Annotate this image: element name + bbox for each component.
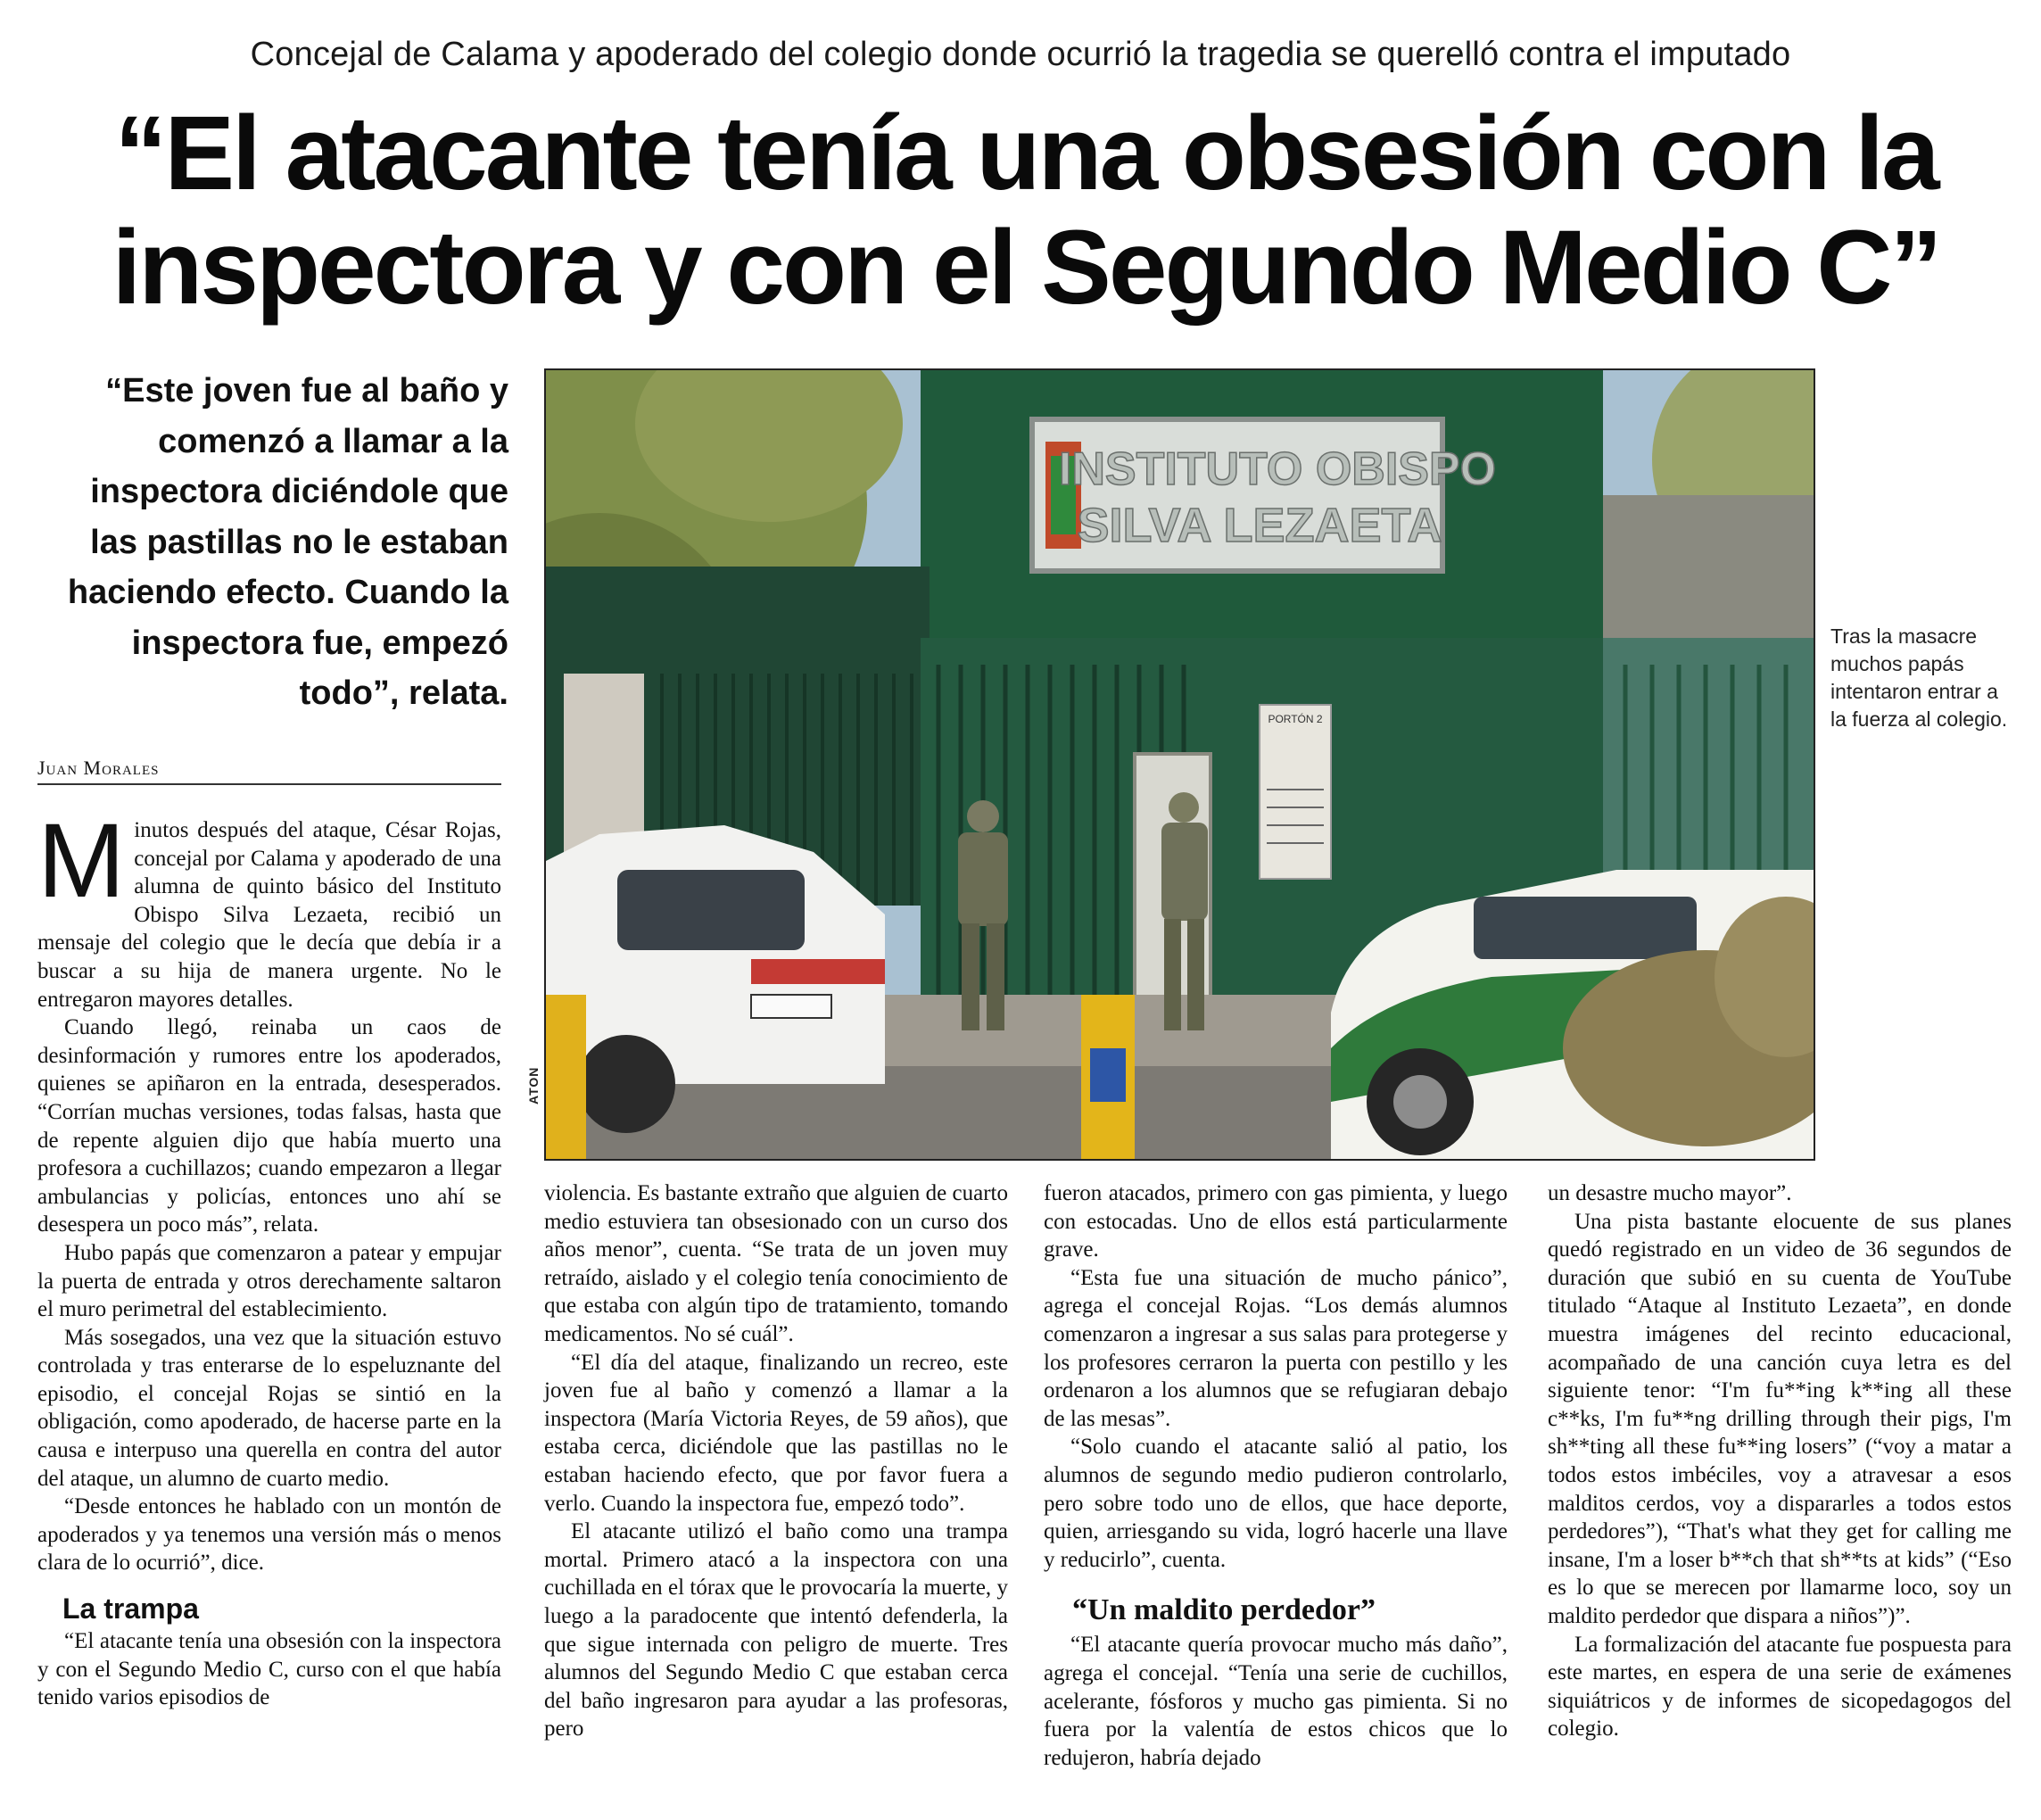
paragraph: Hubo papás que comenzaron a patear y empujar la puerta de entrada y otros derechamente saltaron el muro perimetral del establecimiento. bbox=[37, 1240, 501, 1322]
paragraph: “El atacante tenía una obsesión con la inspectora y con el Segundo Medio C, curso con el que había tenido varios episodios de bbox=[37, 1629, 501, 1710]
paragraph: “Esta fue una situación de mucho pánico”, agrega el concejal Rojas. “Los demás alumnos comenzaron a ingresar a sus salas para protegerse y los profesores cerraron la puerta con pestillo y les ordenaron a los alumnos que se refugiaran debajo de las mesas”. bbox=[1044, 1265, 1508, 1431]
article-kicker: Concejal de Calama y apoderado del colegio donde ocurrió la tragedia se querelló contra el imputado bbox=[250, 36, 1791, 73]
paragraph: Una pista bastante elocuente de sus planes quedó registrado en un video de 36 segundos de duración que subió en su cuenta de YouTube titulado “Ataque al Instituto Lezaeta”, en donde muestra imágenes del recinto educacional, acompañado de una canción cuya letra es del siguiente tenor: “I'm fu**ing k**ing all these c**ks, I'm fu**ng drilling through their pigs, I'm sh**ting all these fu**ing losers” (“voy a matar a todos estos imbéciles, voy a atravesar a esos malditos cerdos, voy a dispararles a todos estos perdedores”), “That's what they get for calling me insane, I'm a loser b**ch that sh**ts at kids” (“Eso es lo que se merecen por llamarme loco, soy un maldito perdedor que dispara a niños”)”. bbox=[1548, 1209, 2012, 1628]
sign-line-2: SILVA LEZAETA bbox=[1077, 499, 1442, 552]
paragraph: Minutos después del ataque, César Rojas, concejal por Calama y apoderado de una alumna de quinto básico del Instituto Obispo Silva Lezaeta, recibió un mensaje del colegio que le decía que debía ir a buscar a su hija de manera urgente. No le entregaron mayores detalles. bbox=[37, 802, 501, 1012]
paragraph: “El día del ataque, finalizando un recreo, este joven fue al baño y comenzó a llamar a la inspectora (María Victoria Reyes, de 59 años), que estaba cerca, diciéndole que las pastillas no le estaban haciendo efecto, que por favor fuera a verlo. Cuando la inspectora fue, empezó todo”. bbox=[544, 1350, 1008, 1516]
paragraph: La formalización del atacante fue pospuesta para este martes, en espera de una serie de exámenes siquiátricos y de informes de sicopedagogos del colegio. bbox=[1548, 1632, 2012, 1741]
paragraph: “Desde entonces he hablado con un montón de apoderados y ya tenemos una versión más o menos clara de lo ocurrió”, dice. bbox=[37, 1494, 501, 1576]
body-column-3 bbox=[1044, 1179, 1508, 1772]
headline-line-1: “El atacante tenía una obsesión con la bbox=[114, 95, 1938, 212]
paragraph: un desastre mucho mayor”. bbox=[1548, 1181, 1792, 1205]
article-photo bbox=[544, 368, 1815, 1161]
gate-notice bbox=[1260, 705, 1331, 879]
subhead-la-trampa: La trampa bbox=[62, 1592, 199, 1626]
gate-label: PORTÓN 2 bbox=[1268, 713, 1323, 725]
body-column-4 bbox=[1548, 1179, 2012, 1743]
sign-line-1: INSTITUTO OBISPO bbox=[1058, 443, 1497, 495]
paragraph: “El atacante quería provocar mucho más daño”, agrega el concejal. “Tenía una serie de cuchillos, acelerante, fósforos y mucho gas pimienta. Si no fuera por la valentía de estos chicos que lo redujeron, habría dejado bbox=[1044, 1633, 1508, 1770]
subhead-maldito-perdedor: “Un maldito perdedor” bbox=[1072, 1593, 1376, 1627]
paragraph: Más sosegados, una vez que la situación estuvo controlada y tras enterarse de lo espeluznante del episodio, el concejal Rojas se sintió en la obligación, como apoderado, de hacerse parte en la causa e interpuso una querella en contra del autor del ataque, un alumno de cuarto medio. bbox=[37, 1325, 501, 1491]
byline-rule bbox=[37, 783, 501, 785]
paragraph: fueron atacados, primero con gas pimienta, y luego con estocadas. Uno de ellos está particularmente grave. bbox=[1044, 1181, 1508, 1262]
photo-credit: ATON bbox=[526, 1066, 541, 1104]
pull-quote: “Este joven fue al baño y comenzó a llamar a la inspectora diciéndole que las pastillas no le estaban haciendo efecto. Cuando la inspectora fue, empezó todo”, relata. bbox=[67, 372, 508, 712]
paragraph: “Solo cuando el atacante salió al patio, los alumnos de segundo medio pudieron controlarlo, pero sobre todo uno de ellos, que hace deporte, quien, arriesgando su vida, logró hacerle una llave y reducirlo”, cuenta. bbox=[1044, 1435, 1508, 1572]
byline: Juan Morales bbox=[37, 757, 160, 779]
drop-cap: M bbox=[37, 802, 126, 920]
article-headline bbox=[71, 96, 1980, 325]
photo-illustration bbox=[546, 370, 1815, 1161]
body-column-2 bbox=[544, 1179, 1008, 1743]
paragraph: El atacante utilizó el baño como una trampa mortal. Primero atacó a la inspectora con una cuchillada en el tórax que le provocaría la muerte, y luego a la paradocente que intentó defenderla, la que sigue internada con peligro de muerte. Tres alumnos del Segundo Medio C que estaban cerca del baño ingresaron para ayudar a las profesoras, pero bbox=[544, 1519, 1008, 1741]
paragraph: violencia. Es bastante extraño que alguien de cuarto medio estuviera tan obsesionado con un curso dos años menor”, cuenta. “Se trata de un joven muy retraído, aislado y el colegio tenía conocimiento de que estaba con algún tipo de tratamiento, tomando medicamentos. No sé cuál”. bbox=[544, 1181, 1008, 1346]
photo-caption: Tras la masacre muchos papás intentaron entrar a la fuerza al colegio. bbox=[1830, 625, 2008, 731]
headline-line-2: inspectora y con el Segundo Medio C” bbox=[112, 209, 1940, 327]
body-column-1 bbox=[37, 802, 501, 1712]
paragraph: Cuando llegó, reinaba un caos de desinformación y rumores entre los apoderados, quienes se apiñaron en la entrada, desesperados. “Corrían muchas versiones, todas falsas, hasta que de repente alguien dijo que había muerto una profesora a cuchillazos; cuando empezaron a llegar ambulancias y policías, entonces uno ahí se desespera un poco más”, relata. bbox=[37, 1015, 501, 1237]
